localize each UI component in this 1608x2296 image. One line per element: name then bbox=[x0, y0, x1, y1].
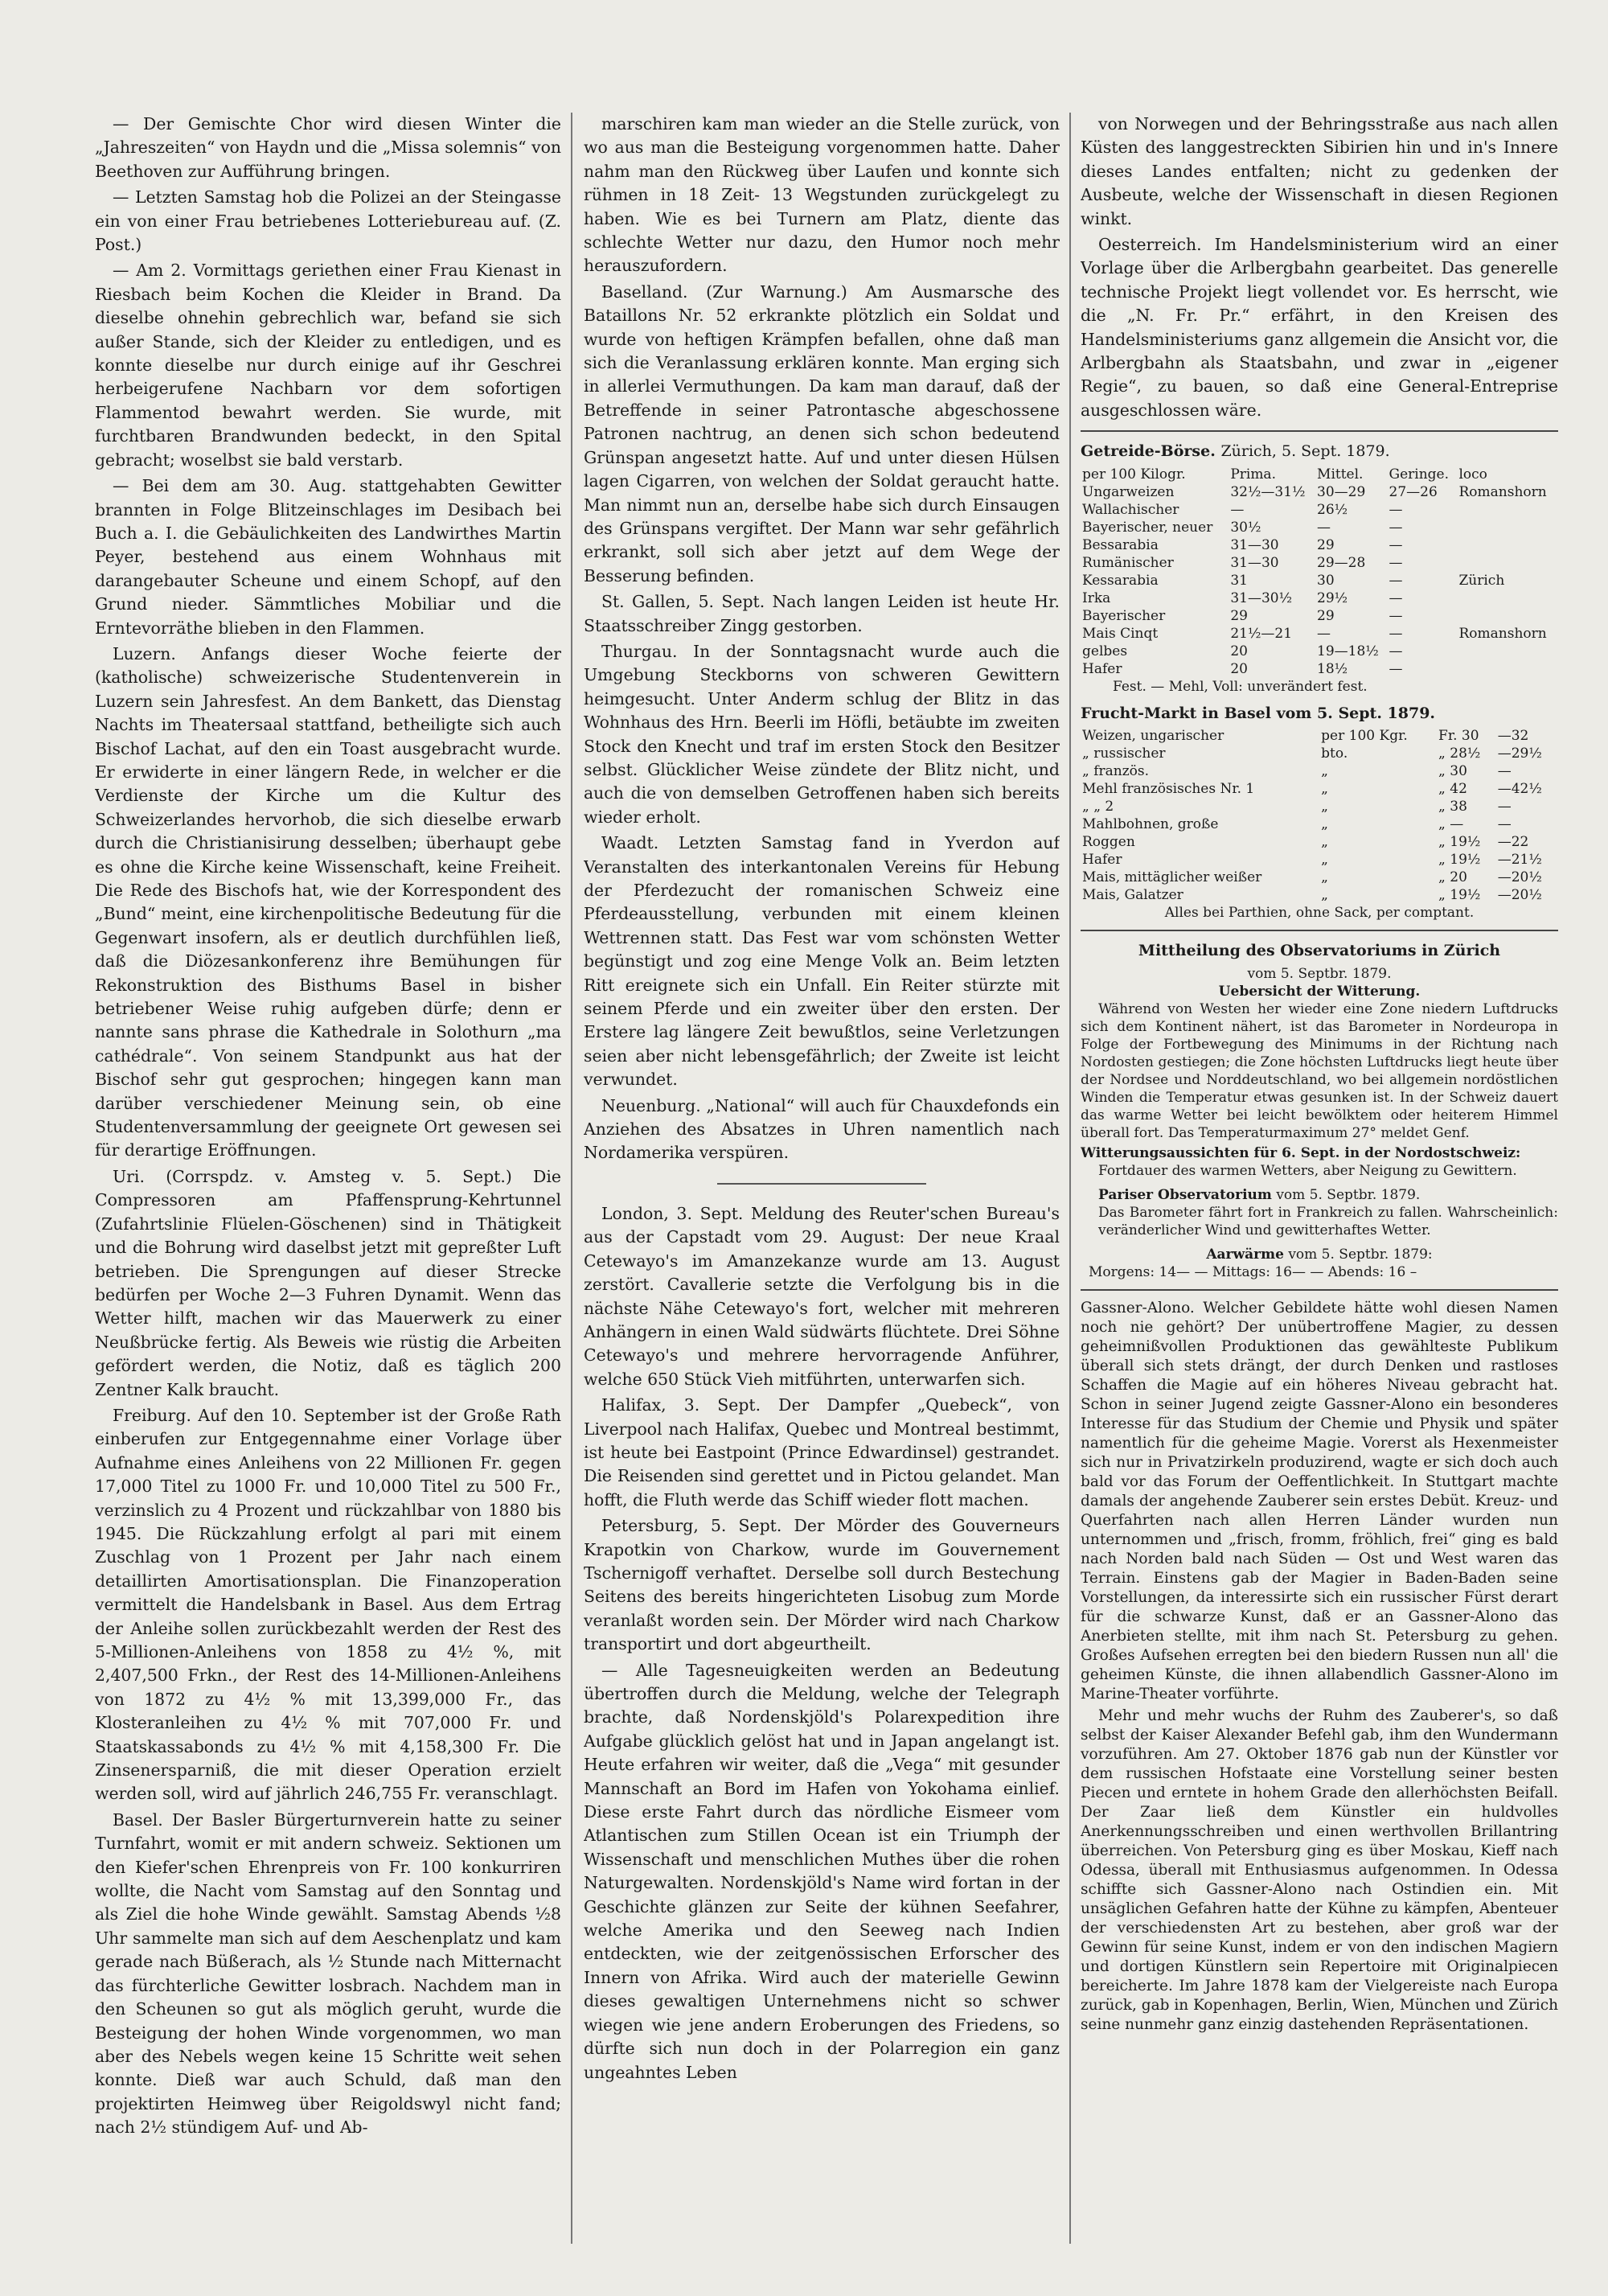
table-header: loco bbox=[1458, 466, 1487, 483]
table-row bbox=[1081, 869, 1558, 886]
paris-date: vom 5. Septbr. 1879. bbox=[1276, 1186, 1421, 1203]
cell: Rumänischer bbox=[1082, 554, 1174, 571]
cell: bto. bbox=[1321, 745, 1348, 762]
cell: Weizen, ungarischer bbox=[1082, 728, 1224, 745]
table-row bbox=[1081, 589, 1558, 607]
cell: „ 20 bbox=[1438, 869, 1467, 886]
news-item: Basel. Der Basler Bürgerturnverein hatte zu seiner Turnfahrt, womit er mit andern schweiz. Sektionen um den Kiefer'schen Ehrenpreis von Fr. 100 konkurriren wollte, die Nacht vom Samstag auf den Sonntag und als Ziel die hohe Winde gewählt. Samstag Abends ½8 Uhr sammelte man sich auf dem Aeschenplatz und kam gerade nach Büßerach, als ½ Stunde nach Mitternacht das fürchterliche Gewitter losbrach. Nachdem man in den Scheunen so gut als möglich geruht, wurde die Besteigung der hohen Winde vorgenommen, wo man aber des Nebels wegen keine 15 Schritte weit sehen konnte. Dieß war auch Schuld, daß man den projektirten Heimweg über Reigoldswyl nicht fand; nach 2½ stündigem Auf- und Ab- bbox=[95, 1809, 561, 2138]
cell: Romanshorn bbox=[1458, 483, 1547, 500]
paris-text: Das Barometer fährt fort in Frankreich zu fallen. Wahrscheinlich: veränderlicher Wind und gewitterhaftes Wetter. bbox=[1098, 1204, 1558, 1238]
cell: — bbox=[1389, 660, 1403, 677]
cell: 31 bbox=[1230, 572, 1248, 589]
cell: 26½ bbox=[1317, 501, 1348, 518]
cell: „ 28½ bbox=[1438, 745, 1481, 762]
cell: Bayerischer bbox=[1082, 607, 1166, 624]
grain-exchange-table bbox=[1081, 466, 1558, 678]
cell: Kessarabia bbox=[1082, 572, 1159, 589]
cell: Wallachischer bbox=[1082, 501, 1179, 518]
aar-values: Morgens: 14— — Mittags: 16— — Abends: 16 – bbox=[1089, 1263, 1417, 1280]
cell: 20 bbox=[1230, 660, 1248, 677]
cell: „ 42 bbox=[1438, 781, 1467, 798]
table-header: Prima. bbox=[1230, 466, 1276, 483]
cell: „ bbox=[1321, 869, 1328, 886]
news-item: Freiburg. Auf den 10. September ist der Große Rath einberufen zur Entgegennahme einer Vorlage über Aufnahme eines Anleihens von 22 Millionen Fr. gegen 17,000 Titel zu 1000 Fr. und 10,000 Titel zu 500 Fr., verzinslich zu 4 Prozent und rückzahlbar von 1880 bis 1945. Die Rückzahlung erfolgt al pari mit einem Zuschlag von 1 Prozent per Jahr nach einem detaillirten Amortisationsplan. Die Finanzoperation vermittelt die Handelsbank in Basel. Aus dem Ertrag der Anleihe sollen zurückbezahlt werden der Rest des 5-Millionen-Anleihens von 1858 zu 4½ %, mit 2,407,500 Frkn., der Rest des 14-Millionen-Anleihens von 1872 zu 4½ % mit 13,399,000 Fr., das Klosteranleihen zu 4½ % mit 707,000 Fr. und Staatskassabonds zu 4½ % mit 4,158,300 Fr. Die Zinsenersparniß, die mit dieser Operation erzielt werden soll, wird auf jährlich 246,755 Fr. veranschlagt. bbox=[95, 1405, 561, 1804]
cell bbox=[1457, 660, 1558, 678]
table-row bbox=[1081, 762, 1558, 780]
foreign-news-item: — Alle Tagesneuigkeiten werden an Bedeutung übertroffen durch die Meldung, welche der Telegraph brachte, daß Nordenskjöld's Polarexpedition ihre Aufgabe glücklich gelöst hat und in Japan angelangt ist. Heute erfahren wir weiter, daß die „Vega“ mit gesunder Mannschaft an Bord im Hafen von Yokohama einlief. Diese erste Fahrt durch das nördliche Eismeer vom Atlantischen zum Stillen Ocean ist ein Triumph der Wissenschaft und menschlichen Muthes über die rohen Naturgewalten. Nordenskjöld's Name wird fortan in der Geschichte glänzen zur Seite der kühnen Seefahrer, welche Amerika und den Seeweg nach Indien entdeckten, wie der zeitgenössischen Erforscher des Innern von Afrika. Wird auch der materielle Gewinn dieses gewaltigen Unternehmens nicht so schwer wiegen wie jene andern Eroberungen des Friedens, so dürfte sich nun doch in der Polarregion ein ganz ungeahntes Leben bbox=[584, 1660, 1060, 2082]
table-row bbox=[1081, 519, 1558, 536]
cell: 29—28 bbox=[1317, 554, 1366, 571]
table-row bbox=[1081, 727, 1558, 745]
cell: 29 bbox=[1317, 536, 1335, 553]
forecast-title: Witterungsaussichten für 6. Sept. in der Nordostschweiz: bbox=[1081, 1144, 1521, 1161]
aar-date: vom 5. Septbr. 1879: bbox=[1288, 1246, 1433, 1263]
cell: „ russischer bbox=[1082, 745, 1166, 762]
cell: Bessarabia bbox=[1082, 536, 1159, 553]
table-row bbox=[1081, 536, 1558, 554]
news-item: — Letzten Samstag hob die Polizei an der Steingasse ein von einer Frau betriebenes Lotteriebureau auf. (Z. Post.) bbox=[95, 187, 561, 255]
table-row bbox=[1081, 483, 1558, 501]
cell: Irka bbox=[1082, 589, 1111, 606]
cell: „ bbox=[1321, 887, 1328, 904]
divider bbox=[1081, 930, 1558, 931]
cell: —20½ bbox=[1497, 887, 1542, 904]
cell: Mais Cinqt bbox=[1082, 625, 1159, 642]
news-item: Thurgau. In der Sonntagsnacht wurde auch die Umgebung Steckborns von schweren Gewittern heimgesucht. Unter Anderm schlug der Blitz in das Wohnhaus des Hrn. Beerli im Höfli, betäubte im zweiten Stock den Knecht und traf im ersten Stock den Besitzer selbst. Glücklicher Weise zündete der Blitz nicht, und auch die von demselben Getroffenen haben sich bereits wieder erholt. bbox=[584, 641, 1060, 827]
cell: Bayerischer, neuer bbox=[1082, 519, 1213, 536]
cell: — bbox=[1230, 501, 1245, 518]
divider bbox=[1081, 430, 1558, 432]
table-row bbox=[1081, 625, 1558, 643]
table-header: Mittel. bbox=[1317, 466, 1364, 483]
fruit-market-note: Alles bei Parthien, ohne Sack, per comptant. bbox=[1164, 905, 1475, 922]
cell: „ bbox=[1321, 816, 1328, 833]
cell: „ „ 2 bbox=[1082, 799, 1114, 815]
cell bbox=[1457, 519, 1558, 536]
table-row bbox=[1081, 660, 1558, 678]
column-left bbox=[95, 113, 561, 2244]
cell: Zürich bbox=[1458, 572, 1505, 589]
divider bbox=[1081, 1289, 1558, 1291]
weather-date: vom 5. Septbr. 1879. bbox=[1247, 965, 1392, 982]
grain-exchange-place: Zürich, 5. Sept. 1879. bbox=[1220, 442, 1390, 461]
cell: 20 bbox=[1230, 643, 1248, 659]
forecast-text: Fortdauer des warmen Wetters, aber Neigung zu Gewittern. bbox=[1098, 1162, 1517, 1179]
news-item: Luzern. Anfangs dieser Woche feierte der (katholische) schweizerische Studentenverein in Luzern sein Jahresfest. An dem Bankett, das Dienstag Nachts im Theatersaal stattfand, betheiligte sich auch Bischof Lachat, auf den ein Toast ausgebracht wurde. Er erwiderte in einer längern Rede, in welcher er die Verdienste der Kirche um die Kultur des Schweizerlandes hervorhob, die sich dieselbe erwarb durch die Christianisirung desselben; überhaupt gebe es ohne die Kirche keine Wissenschaft, keine Freiheit. Die Rede des Bischofs hat, wie der Korrespondent des „Bund“ meint, eine kirchenpolitische Bedeutung für die Gegenwart insofern, als er deutlich durchfühlen ließ, daß die Diözesankonferenz ihre Bemühungen für Rekonstruktion des Bisthums Basel in bisher betriebener Weise ruhig aufgeben dürfe; denn er nannte sans phrase die Kathedrale in Solothurn „ma cathédrale“. Von seinem Standpunkt aus hat der Bischof sehr gut gesprochen; hingegen kann man darüber verschiedener Meinung sein, ob eine Studentenversammlung der geeignete Ort gewesen sei für derartige Eröffnungen. bbox=[95, 643, 561, 1160]
table-row bbox=[1081, 643, 1558, 660]
gassner-text: Gassner-Alono. Welcher Gebildete hätte wohl diesen Namen noch nie gehört? Der unübertroffene Magier, zu dessen geheimnißvollen Produktionen das gewählteste Publikum überall sich stets drängt, der durch Denken und rastloses Schaffen die Magie auf ein höheres Niveau gebracht hat. Schon in seiner Jugend zeigte Gassner-Alono ein besonderes Interesse für das Studium der Chemie und Physik und später namentlich für die geheime Magie. Vorerst als Hexenmeister sich nur in Privatzirkeln produzirend, wagte er sich doch auch bald vor das Forum der Oeffentlichkeit. In Stuttgart machte damals der angehende Zauberer sein erstes Debüt. Kreuz- und Querfahrten nach allen Herren Länder wurden nun unternommen und „frisch, fromm, fröhlich, frei“ ging es bald nach Norden bald nach Süden — Ost und West waren das Terrain. Einstens gab der Magier in Baden-Baden seine Vorstellungen, da interessirte sich ein russischer Fürst derart für die schwarze Kunst, daß er an Gassner-Alono das Anerbieten stellte, mit ihm nach St. Petersburg zu gehen. Großes Aufsehen erregten bei den biedern Russen nun all' die geheimen Künste, die ihnen allabendlich Gassner-Alono im Marine-Theater vorführte. bbox=[1081, 1299, 1558, 1702]
cell: — bbox=[1389, 607, 1403, 624]
cell: 31—30 bbox=[1230, 536, 1279, 553]
cell: Mais, mittäglicher weißer bbox=[1082, 869, 1262, 886]
weather-report bbox=[1081, 939, 1558, 1280]
cell: „ 19½ bbox=[1438, 834, 1481, 851]
gassner-text: Mehr und mehr wuchs der Ruhm des Zauberer's, so daß selbst der Kaiser Alexander Befehl gab, ihm den Wundermann vorzuführen. Am 27. Oktober 1876 gab nun der Künstler vor dem russischen Hofstaate eine Vorstellung seiner besten Piecen und erntete in hohem Grade den allerhöchsten Beifall. Der Zaar ließ dem Künstler ein huldvolles Anerkennungsschreiben und einen werthvollen Brillantring überreichen. Von Petersburg ging es über Moskau, Kieff nach Odessa, überall mit Enthusiasmus aufgenommen. In Odessa schiffte sich Gassner-Alono nach Ostindien ein. Mit unsäglichen Gefahren hatte der Kühne zu kämpfen, Abenteuer der verschiedensten Art zu bestehen, aber groß war der Gewinn für seine Kunst, indem er von den indischen Magiern und dortigen Künstlern sein Repertoire mit Originalpiecen bereicherte. Im Jahre 1878 kam der Vielgereiste nach Europa zurück, gab in Kopenhagen, Berlin, Wien, München und Zürich seine nunmehr ganz einzig dastehenden Repräsentationen. bbox=[1081, 1707, 1558, 2033]
cell: Romanshorn bbox=[1458, 625, 1547, 642]
cell: 29 bbox=[1317, 607, 1335, 624]
cell: —29½ bbox=[1497, 745, 1542, 762]
grain-exchange bbox=[1081, 440, 1558, 695]
cell: —42½ bbox=[1497, 781, 1542, 798]
table-header: Geringe. bbox=[1389, 466, 1449, 483]
cell bbox=[1457, 643, 1558, 660]
cell bbox=[1457, 501, 1558, 519]
cell: 32½—31½ bbox=[1230, 483, 1306, 500]
column-rule bbox=[1069, 113, 1071, 2244]
column-middle bbox=[584, 113, 1060, 2244]
cell: —21½ bbox=[1497, 852, 1542, 869]
cell: 21½—21 bbox=[1230, 625, 1293, 642]
foreign-news-item: Petersburg, 5. Sept. Der Mörder des Gouverneurs Krapotkin von Charkow, wurde im Gouvernement Tschernigoff verhaftet. Derselbe soll durch Bestechung Seitens des bereits hingerichteten Lisobug zum Morde veranlaßt worden sein. Der Mörder wird nach Charkow transportirt und dort abgeurtheilt. bbox=[584, 1516, 1060, 1654]
cell: 31—30 bbox=[1230, 554, 1279, 571]
cell: Mehl französisches Nr. 1 bbox=[1082, 781, 1255, 798]
aar-title: Aarwärme bbox=[1206, 1246, 1284, 1263]
cell: — bbox=[1389, 554, 1403, 571]
cell: Hafer bbox=[1082, 660, 1122, 677]
news-item: Waadt. Letzten Samstag fand in Yverdon auf Veranstalten des interkantonalen Vereins für Hebung der Pferdezucht der romanischen Schweiz eine Pferdeausstellung, verbunden mit einem kleinen Wettrennen statt. Das Fest war vom schönsten Wetter begünstigt und zog eine Menge Volk an. Beim letzten Ritt ereignete sich ein Unfall. Ein Reiter stürzte mit seinem Pferde und ein zweiter über den ersten. Der Erstere lag längere Zeit bewußtlos, seine Verletzungen seien aber nicht lebensgefährlich; der Zweite ist leicht verwundet. bbox=[584, 833, 1060, 1090]
cell: — bbox=[1389, 519, 1403, 536]
column-right bbox=[1081, 113, 1558, 2244]
section-divider bbox=[717, 1183, 926, 1185]
cell: Roggen bbox=[1082, 834, 1135, 851]
table-row bbox=[1081, 501, 1558, 519]
news-item: Oesterreich. Im Handelsministerium wird an einer Vorlage über die Arlbergbahn gearbeitet. Das generelle technische Projekt liegt vollendet vor. Es herrscht, wie die „N. Fr. Pr.“ erfährt, in den Kreisen des Handelsministeriums ganz allgemein die Ansicht vor, die Arlbergbahn als Staatsbahn, und zwar in „eigener Regie“, zu bauen, so daß eine General-Entreprise ausgeschlossen wäre. bbox=[1081, 235, 1558, 420]
cell: „ bbox=[1321, 781, 1328, 798]
table-row bbox=[1081, 572, 1558, 589]
news-item: von Norwegen und der Behringsstraße aus nach allen Küsten des langgestreckten Sibirien hin und in's Innere dieses Landes entfalten; nicht zu gedenken der Ausbeute, welche der Wissenschaft in diesen Regionen winkt. bbox=[1081, 114, 1558, 228]
news-item: Baselland. (Zur Warnung.) Am Ausmarsche des Bataillons Nr. 52 erkrankte plötzlich ein Soldat und wurde von heftigen Krämpfen befallen, ohne daß man sich die Veranlassung erklären konnte. Man erging sich in allerlei Vermuthungen. Da kam man darauf, daß der Betreffende in seiner Patrontasche abgeschossene Patronen nachtrug, an denen sich schon bedeutend Grünspan angesetzt hatte. Auf und unter diesen Hülsen lagen Cigarren, von welchen der Soldat geraucht hatte. Man nimmt nun an, derselbe habe sich durch Einsaugen des Grünspans vergiftet. Der Mann war sehr gefährlich erkrankt, soll sich aber jetzt auf dem Wege der Besserung befinden. bbox=[584, 281, 1060, 585]
table-row bbox=[1081, 780, 1558, 798]
cell: — bbox=[1497, 799, 1512, 815]
cell: 18½ bbox=[1317, 660, 1348, 677]
column-rule bbox=[571, 113, 572, 2244]
cell: 19—18½ bbox=[1317, 643, 1379, 659]
cell bbox=[1457, 607, 1558, 625]
table-header-row bbox=[1081, 466, 1558, 483]
cell: „ bbox=[1321, 763, 1328, 780]
table-row bbox=[1081, 607, 1558, 625]
cell: „ bbox=[1321, 834, 1328, 851]
news-item: Neuenburg. „National“ will auch für Chauxdefonds ein Anziehen des Absatzes in Uhren namentlich nach Nordamerika verspüren. bbox=[584, 1095, 1060, 1163]
news-item: St. Gallen, 5. Sept. Nach langen Leiden ist heute Hr. Staatsschreiber Zingg gestorben. bbox=[584, 592, 1060, 635]
cell: 27—26 bbox=[1389, 483, 1438, 500]
cell bbox=[1457, 589, 1558, 607]
cell: — bbox=[1389, 572, 1403, 589]
advertisement-gassner bbox=[1081, 1299, 1558, 2035]
cell: gelbes bbox=[1082, 643, 1128, 659]
cell: Ungarweizen bbox=[1082, 483, 1175, 500]
table-row bbox=[1081, 886, 1558, 904]
cell: 30½ bbox=[1230, 519, 1261, 536]
fruit-market-title: Frucht-Markt in Basel vom 5. Sept. 1879. bbox=[1081, 704, 1436, 722]
cell: — bbox=[1389, 625, 1403, 642]
cell: Hafer bbox=[1082, 852, 1122, 869]
news-item: Uri. (Corrspdz. v. Amsteg v. 5. Sept.) Die Compressoren am Pfaffensprung-Kehrtunnel (Zufahrtslinie Flüelen-Göschenen) sind in Thätigkeit und die Bohrung wird daselbst jetzt mit gepreßter Luft betrieben. Die Sprengungen auf dieser Strecke bedürfen per Woche 2—3 Fuhren Dynamit. Wenn das Wetter hilft, machen wir das Mauerwerk zu einer Neußbrücke fertig. Als Beweis wie rüstig die Arbeiten gefördert werden, die Notiz, daß es täglich 200 Zentner Kalk braucht. bbox=[95, 1166, 561, 1399]
table-row bbox=[1081, 554, 1558, 572]
cell: —22 bbox=[1497, 834, 1529, 851]
table-row bbox=[1081, 745, 1558, 762]
cell: — bbox=[1317, 625, 1331, 642]
cell: „ 19½ bbox=[1438, 852, 1481, 869]
cell: —20½ bbox=[1497, 869, 1542, 886]
table-row bbox=[1081, 815, 1558, 833]
cell: 31—30½ bbox=[1230, 589, 1293, 606]
news-item: marschiren kam man wieder an die Stelle zurück, von wo aus man die Besteigung vorgenommen hatte. Daher nahm man den Rückweg über Laufen und konnte sich rühmen in 18 Zeit- 13 Wegstunden zurückgelegt zu haben. Wie es bei Turnern am Platz, diente das schlechte Wetter nur dazu, den Humor noch mehr herauszufordern. bbox=[584, 114, 1060, 276]
grain-exchange-title: Getreide-Börse. bbox=[1081, 442, 1216, 461]
cell: „ französ. bbox=[1082, 763, 1150, 780]
cell: 30—29 bbox=[1317, 483, 1366, 500]
cell: — bbox=[1389, 536, 1403, 553]
cell: — bbox=[1389, 501, 1403, 518]
cell: Mahlbohnen, große bbox=[1082, 816, 1219, 833]
paris-title: Pariser Observatorium bbox=[1098, 1186, 1272, 1203]
cell: Fr. 30 bbox=[1438, 728, 1479, 745]
foreign-news-item: London, 3. Sept. Meldung des Reuter'schen Bureau's aus der Capstadt vom 29. August: Der neue Kraal Cetewayo's im Amanzekanze wurde am 13. August zerstört. Cavallerie setzte die Verfolgung bis in die nächste Nähe Cetewayo's fort, welcher mit mehreren Anhängern in einen Wald südwärts flüchtete. Drei Söhne Cetewayo's und mehrere hervorragende Anführer, welche 650 Stück Vieh mitführten, unterwarfen sich. bbox=[584, 1203, 1060, 1389]
news-item: — Der Gemischte Chor wird diesen Winter die „Jahreszeiten“ von Haydn und die „Missa solemnis“ von Beethoven zur Aufführung bringen. bbox=[95, 114, 561, 181]
cell: 29 bbox=[1230, 607, 1248, 624]
cell: per 100 Kgr. bbox=[1321, 728, 1408, 745]
cell: „ — bbox=[1438, 816, 1464, 833]
cell: „ 38 bbox=[1438, 799, 1467, 815]
cell: —32 bbox=[1497, 728, 1529, 745]
cell: — bbox=[1317, 519, 1331, 536]
cell: — bbox=[1497, 763, 1512, 780]
cell: „ bbox=[1321, 852, 1328, 869]
newspaper-page bbox=[95, 113, 1558, 2244]
cell: 30 bbox=[1317, 572, 1335, 589]
weather-title: Mittheilung des Observatoriums in Zürich bbox=[1138, 942, 1501, 960]
weather-subtitle: Uebersicht der Witterung. bbox=[1218, 983, 1421, 1000]
table-header: per 100 Kilogr. bbox=[1082, 466, 1186, 483]
news-item: — Am 2. Vormittags geriethen einer Frau Kienast in Riesbach beim Kochen die Kleider in Brand. Da dieselbe ohnehin gebrechlich war, befand sie sich außer Stande, sich der Kleider zu entledigen, und es konnte dieselbe nur durch einige auf ihr Geschrei herbeigerufene Nachbarn vor dem sofortigen Flammentod bewahrt werden. Sie wurde, mit furchtbaren Brandwunden bedeckt, in den Spital gebracht; woselbst sie bald verstarb. bbox=[95, 261, 561, 470]
cell bbox=[1457, 554, 1558, 572]
table-row bbox=[1081, 851, 1558, 869]
weather-text: Während von Westen her wieder eine Zone niedern Luftdrucks sich dem Kontinent nähert, ist das Barometer in Nordeuropa in Folge der Fortbewegung des Minimums in der Richtung nach Nordosten gestiegen; die Zone höchsten Luftdrucks liegt heute über der Nordsee und Norddeutschland, wo bei allgemein nordöstlichen Winden die Temperatur etwas gesunken ist. In der Schweiz dauert das warme Wetter bei leicht bewölktem oder heiterem Himmel überall fort. Das Temperaturmaximum 27° meldet Genf. bbox=[1081, 1000, 1558, 1141]
cell: „ 19½ bbox=[1438, 887, 1481, 904]
cell bbox=[1457, 536, 1558, 554]
table-row bbox=[1081, 798, 1558, 815]
fruit-market bbox=[1081, 702, 1558, 922]
cell: „ bbox=[1321, 799, 1328, 815]
cell: — bbox=[1389, 589, 1403, 606]
cell: — bbox=[1389, 643, 1403, 659]
cell: 29½ bbox=[1317, 589, 1348, 606]
fruit-market-table bbox=[1081, 727, 1558, 904]
foreign-news-item: Halifax, 3. Sept. Der Dampfer „Quebeck“, von Liverpool nach Halifax, Quebec und Montreal bestimmt, ist heute bei Eastpoint (Prince Edwardinsel) gestrandet. Die Reisenden sind gerettet und in Pictou gelandet. Man hofft, die Fluth werde das Schiff wieder flott machen. bbox=[584, 1395, 1060, 1509]
cell: — bbox=[1497, 816, 1512, 833]
table-row bbox=[1081, 833, 1558, 851]
grain-exchange-note: Fest. — Mehl, Voll: unverändert fest. bbox=[1113, 678, 1368, 695]
cell: Mais, Galatzer bbox=[1082, 887, 1183, 904]
cell: „ 30 bbox=[1438, 763, 1467, 780]
news-item: — Bei dem am 30. Aug. stattgehabten Gewitter brannten in Folge Blitzeinschlages im Desibach bei Buch a. I. die Gebäulichkeiten des Landwirthes Martin Peyer, bestehend aus einem Wohnhaus mit darangebauter Scheune und einem Schopf, auf den Grund nieder. Sämmtliches Mobiliar und die Erntevorräthe blieben in den Flammen. bbox=[95, 476, 561, 638]
